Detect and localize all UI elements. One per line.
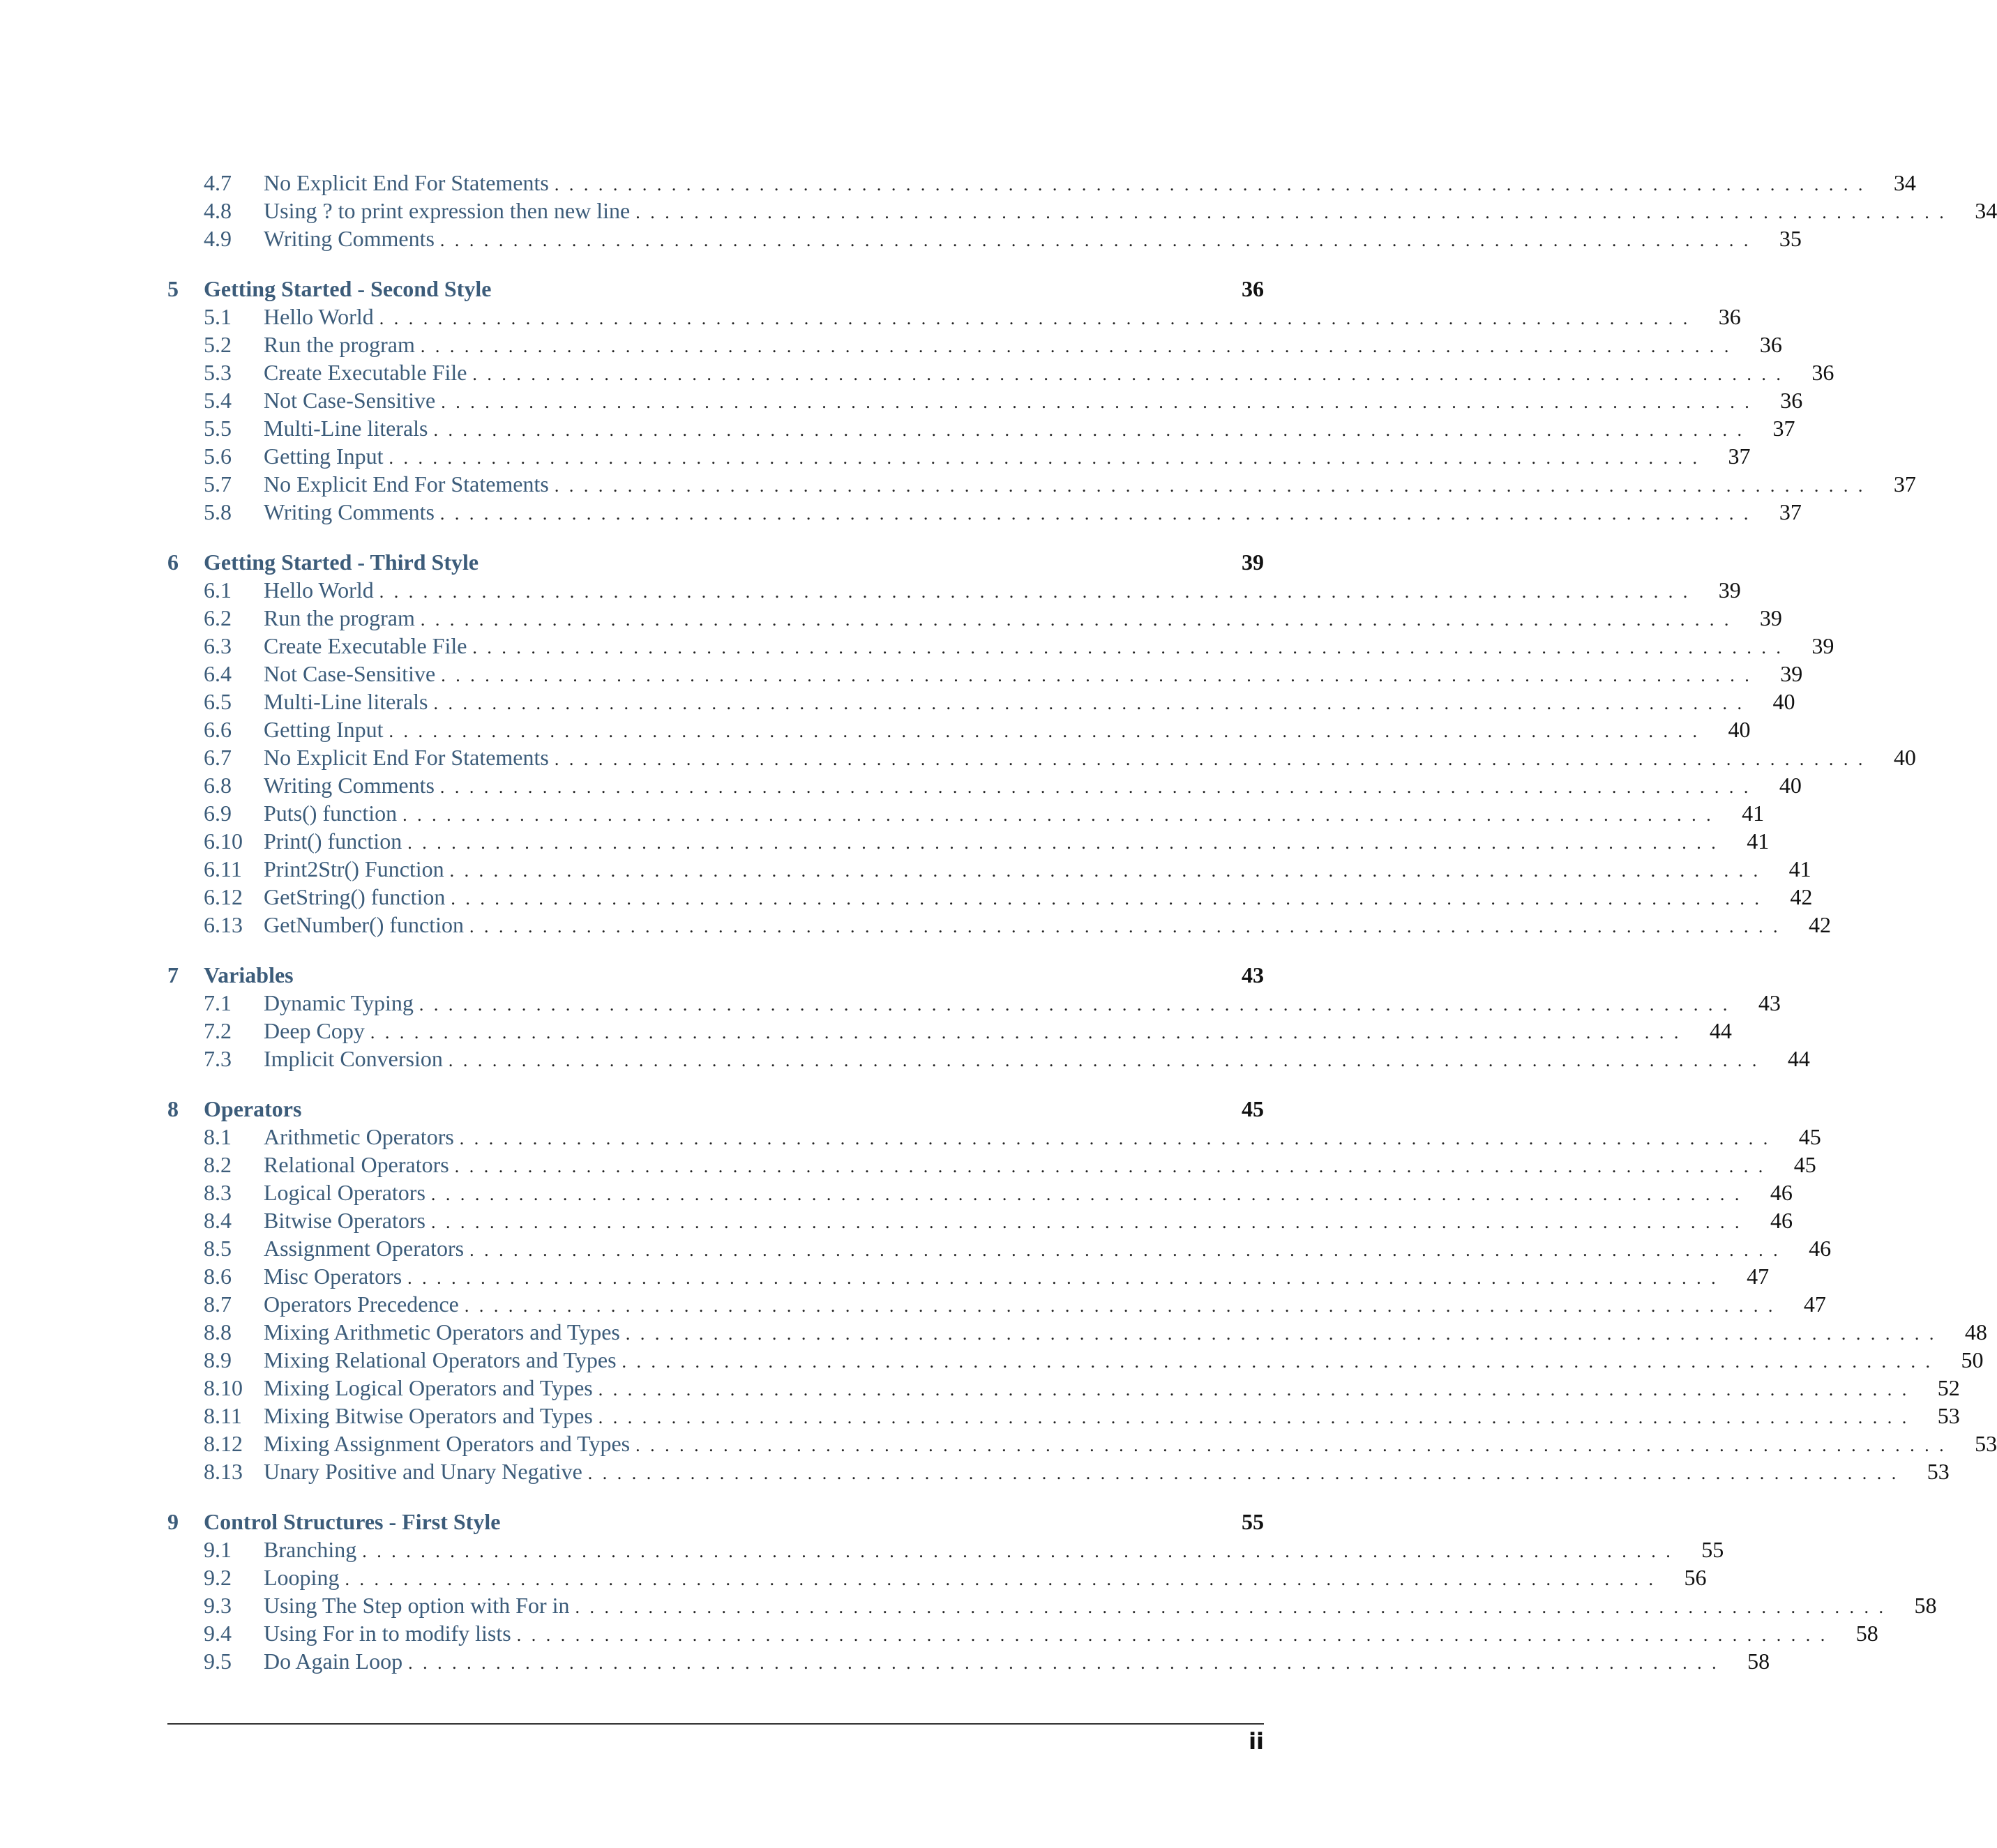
dot-leader: ..........................................................................................: [472, 364, 1791, 384]
section-number: 5.7: [204, 471, 232, 497]
section-page-number: 42: [1790, 884, 1813, 909]
toc-entry[interactable]: [167, 386, 1803, 414]
toc-entry[interactable]: [167, 855, 1811, 883]
toc-entry[interactable]: [167, 576, 1741, 604]
section-number: 8.6: [204, 1264, 232, 1289]
dot-leader: ..........................................................................................: [449, 861, 1768, 881]
toc-entry[interactable]: [167, 1457, 1950, 1485]
section-title-link[interactable]: Writing Comments: [264, 773, 435, 798]
toc-entry[interactable]: [167, 1206, 1793, 1234]
chapter-number: 8: [167, 1096, 179, 1121]
section-number: 5.3: [204, 360, 232, 385]
dot-leader: ..........................................................................................: [433, 420, 1752, 440]
dot-leader: ..........................................................................................: [469, 916, 1788, 937]
toc-entry[interactable]: [167, 1262, 1770, 1290]
section-number: 8.13: [204, 1459, 243, 1484]
dot-leader: ..........................................................................................: [587, 1463, 1906, 1483]
section-page-number: 36: [1780, 388, 1803, 413]
chapter-page-number: 55: [1242, 1509, 1264, 1534]
section-title-link[interactable]: Assignment Operators: [264, 1236, 465, 1261]
toc-entry[interactable]: [167, 303, 1741, 331]
toc-entry[interactable]: [167, 911, 1832, 939]
dot-leader: ..........................................................................................: [430, 1184, 1749, 1204]
section-title-link[interactable]: Deep Copy: [264, 1018, 365, 1043]
section-page-number: 34: [1893, 170, 1916, 195]
toc-chapter: [167, 169, 1997, 252]
toc-entry[interactable]: [167, 989, 1781, 1017]
dot-leader: ..........................................................................................: [379, 308, 1698, 328]
section-number: 7.3: [204, 1046, 232, 1071]
section-title-link[interactable]: Hello World: [264, 577, 374, 603]
chapter-page-number: 45: [1242, 1096, 1264, 1121]
dot-leader: ..........................................................................................: [635, 1435, 1954, 1455]
section-number: 8.10: [204, 1375, 243, 1400]
section-page-number: 58: [1747, 1649, 1770, 1674]
toc-entry[interactable]: [167, 1234, 1832, 1262]
section-number: 9.2: [204, 1565, 232, 1590]
section-number: 6.7: [204, 745, 232, 770]
chapter-page-number: 43: [1242, 962, 1264, 987]
chapter-page-number: 39: [1242, 550, 1264, 575]
section-page-number: 39: [1780, 661, 1803, 686]
toc-entry[interactable]: [167, 1591, 1937, 1619]
section-number: 4.7: [204, 170, 232, 195]
section-title-link[interactable]: Branching: [264, 1537, 357, 1562]
section-title-link[interactable]: No Explicit End For Statements: [264, 471, 549, 497]
section-number: 6.5: [204, 689, 232, 714]
section-page-number: 40: [1728, 717, 1751, 742]
section-page-number: 53: [1927, 1459, 1950, 1484]
section-number: 6.6: [204, 717, 232, 742]
toc-entry[interactable]: [167, 660, 1803, 688]
toc-chapter-heading[interactable]: [167, 1095, 1264, 1123]
section-number: 8.7: [204, 1292, 232, 1317]
toc-entry[interactable]: [167, 169, 1916, 197]
section-page-number: 58: [1914, 1593, 1937, 1618]
dot-leader: ..........................................................................................: [472, 637, 1791, 658]
dot-leader: ..........................................................................................: [635, 202, 1954, 222]
dot-leader: ..........................................................................................: [439, 230, 1758, 250]
section-title-link[interactable]: Multi-Line literals: [264, 689, 428, 714]
section-title-link[interactable]: Mixing Relational Operators and Types: [264, 1347, 617, 1372]
section-title-link[interactable]: Multi-Line literals: [264, 416, 428, 441]
dot-leader: ..........................................................................................: [598, 1379, 1917, 1400]
section-page-number: 41: [1742, 801, 1765, 826]
section-title-link[interactable]: Bitwise Operators: [264, 1208, 425, 1233]
section-page-number: 37: [1728, 444, 1751, 469]
section-title-link[interactable]: Print2Str() Function: [264, 856, 444, 881]
section-title-link[interactable]: Writing Comments: [264, 226, 435, 251]
section-page-number: 56: [1684, 1565, 1707, 1590]
toc-chapter-heading[interactable]: [167, 1508, 1264, 1536]
dot-leader: ..........................................................................................: [407, 833, 1726, 853]
toc-entry[interactable]: [167, 470, 1916, 498]
toc-entry[interactable]: [167, 1123, 1821, 1151]
dot-leader: ..........................................................................................: [420, 609, 1739, 630]
section-title-link[interactable]: Using The Step option with For in: [264, 1593, 570, 1618]
dot-leader: ..........................................................................................: [451, 888, 1770, 909]
dot-leader: ..........................................................................................: [464, 1296, 1783, 1316]
section-number: 7.2: [204, 1018, 232, 1043]
toc-entry[interactable]: [167, 197, 1997, 225]
dot-leader: ..........................................................................................: [554, 174, 1873, 195]
section-title-link[interactable]: Mixing Bitwise Operators and Types: [264, 1403, 593, 1428]
chapter-number: 5: [167, 276, 179, 301]
toc-entry[interactable]: [167, 1619, 1878, 1647]
section-page-number: 44: [1709, 1018, 1732, 1043]
dot-leader: ..........................................................................................: [389, 721, 1708, 741]
toc-chapter: [167, 548, 1916, 939]
toc-entry[interactable]: [167, 604, 1782, 632]
section-number: 5.2: [204, 332, 232, 357]
toc-entry[interactable]: [167, 358, 1834, 386]
section-page-number: 53: [1937, 1403, 1960, 1428]
section-page-number: 58: [1855, 1621, 1878, 1646]
section-page-number: 50: [1961, 1347, 1984, 1372]
section-number: 8.3: [204, 1180, 232, 1205]
section-title-link[interactable]: Relational Operators: [264, 1152, 449, 1177]
section-number: 8.1: [204, 1124, 232, 1149]
dot-leader: ..........................................................................................: [379, 582, 1698, 602]
section-title-link[interactable]: Getting Input: [264, 444, 384, 469]
section-title-link[interactable]: Hello World: [264, 304, 374, 329]
toc-entry[interactable]: [167, 1563, 1707, 1591]
section-number: 5.6: [204, 444, 232, 469]
toc-entry[interactable]: [167, 1430, 1997, 1457]
dot-leader: ..........................................................................................: [402, 805, 1721, 825]
toc-entry[interactable]: [167, 498, 1802, 526]
chapter-title-link[interactable]: Getting Started - Third Style: [204, 550, 479, 575]
chapter-page-number: 36: [1242, 276, 1264, 301]
section-page-number: 40: [1779, 773, 1802, 798]
section-title-link[interactable]: Do Again Loop: [264, 1649, 403, 1674]
dot-leader: ..........................................................................................: [598, 1407, 1917, 1427]
section-page-number: 55: [1701, 1537, 1724, 1562]
dot-leader: ..........................................................................................: [439, 503, 1758, 524]
section-title-link[interactable]: Logical Operators: [264, 1180, 425, 1205]
section-page-number: 48: [1964, 1319, 1987, 1345]
section-page-number: 37: [1893, 471, 1916, 497]
toc-entry[interactable]: [167, 331, 1782, 358]
section-title-link[interactable]: Not Case-Sensitive: [264, 388, 436, 413]
section-page-number: 41: [1747, 828, 1770, 854]
section-title-link[interactable]: Writing Comments: [264, 499, 435, 524]
toc-entry[interactable]: [167, 1151, 1816, 1179]
toc-entry[interactable]: [167, 1374, 1960, 1402]
section-title-link[interactable]: Dynamic Typing: [264, 990, 414, 1015]
toc-entry[interactable]: [167, 1290, 1826, 1318]
toc-chapter: [167, 1508, 1937, 1675]
section-page-number: 40: [1893, 745, 1916, 770]
toc-entry[interactable]: [167, 743, 1916, 771]
section-page-number: 43: [1758, 990, 1781, 1015]
section-number: 8.12: [204, 1431, 243, 1456]
section-title-link[interactable]: Mixing Assignment Operators and Types: [264, 1431, 631, 1456]
section-page-number: 40: [1772, 689, 1795, 714]
dot-leader: ..........................................................................................: [625, 1324, 1944, 1344]
section-title-link[interactable]: No Explicit End For Statements: [264, 170, 549, 195]
section-number: 6.1: [204, 577, 232, 603]
section-title-link[interactable]: Print() function: [264, 828, 402, 854]
chapter-title-link[interactable]: Getting Started - Second Style: [204, 276, 492, 301]
dot-leader: ..........................................................................................: [370, 1022, 1689, 1043]
section-number: 9.4: [204, 1621, 232, 1646]
section-page-number: 41: [1788, 856, 1811, 881]
section-title-link[interactable]: Unary Positive and Unary Negative: [264, 1459, 582, 1484]
section-page-number: 47: [1747, 1264, 1770, 1289]
toc-chapter: [167, 961, 1810, 1073]
section-number: 4.8: [204, 198, 232, 223]
toc-chapter-heading[interactable]: [167, 275, 1264, 303]
section-title-link[interactable]: Arithmetic Operators: [264, 1124, 454, 1149]
section-page-number: 36: [1718, 304, 1741, 329]
dot-leader: ..........................................................................................: [408, 1653, 1727, 1673]
section-title-link[interactable]: Misc Operators: [264, 1264, 402, 1289]
section-number: 5.4: [204, 388, 232, 413]
section-number: 8.11: [204, 1403, 242, 1428]
section-number: 6.4: [204, 661, 232, 686]
dot-leader: ..........................................................................................: [420, 336, 1739, 356]
toc-entry[interactable]: [167, 688, 1795, 715]
dot-leader: ..........................................................................................: [516, 1625, 1835, 1645]
toc-entry[interactable]: [167, 1017, 1732, 1045]
section-page-number: 46: [1809, 1236, 1832, 1261]
section-page-number: 36: [1759, 332, 1782, 357]
section-number: 6.2: [204, 605, 232, 630]
section-page-number: 52: [1937, 1375, 1960, 1400]
section-title-link[interactable]: Create Executable File: [264, 360, 467, 385]
section-title-link[interactable]: Not Case-Sensitive: [264, 661, 436, 686]
toc-entry[interactable]: [167, 799, 1765, 827]
toc-entry[interactable]: [167, 1179, 1793, 1206]
toc-entry[interactable]: [167, 1647, 1770, 1675]
dot-leader: ..........................................................................................: [454, 1156, 1773, 1176]
section-title-link[interactable]: Run the program: [264, 605, 415, 630]
section-page-number: 42: [1809, 912, 1832, 937]
section-number: 6.8: [204, 773, 232, 798]
dot-leader: ..........................................................................................: [389, 448, 1708, 468]
dot-leader: ..........................................................................................: [430, 1212, 1749, 1232]
section-page-number: 44: [1787, 1046, 1810, 1071]
section-title-link[interactable]: Mixing Arithmetic Operators and Types: [264, 1319, 620, 1345]
section-title-link[interactable]: Getting Input: [264, 717, 384, 742]
dot-leader: ..........................................................................................: [439, 777, 1758, 797]
toc-entry[interactable]: [167, 1045, 1810, 1073]
section-number: 8.5: [204, 1236, 232, 1261]
section-title-link[interactable]: No Explicit End For Statements: [264, 745, 549, 770]
section-page-number: 46: [1770, 1208, 1793, 1233]
page-number: ii: [1249, 1728, 1264, 1755]
table-of-contents: [167, 169, 1997, 1697]
section-page-number: 35: [1779, 226, 1802, 251]
toc-entry[interactable]: [167, 225, 1802, 252]
section-page-number: 39: [1718, 577, 1741, 603]
toc-entry[interactable]: [167, 1402, 1960, 1430]
dot-leader: ..........................................................................................: [345, 1569, 1664, 1589]
dot-leader: ..........................................................................................: [362, 1541, 1681, 1561]
section-title-link[interactable]: Looping: [264, 1565, 340, 1590]
toc-chapter: [167, 1095, 1997, 1485]
section-number: 6.3: [204, 633, 232, 658]
section-page-number: 53: [1975, 1431, 1997, 1456]
section-page-number: 45: [1798, 1124, 1821, 1149]
toc-entry[interactable]: [167, 1318, 1987, 1346]
dot-leader: ..........................................................................................: [554, 749, 1873, 769]
section-title-link[interactable]: Puts() function: [264, 801, 398, 826]
section-title-link[interactable]: Create Executable File: [264, 633, 467, 658]
section-number: 4.9: [204, 226, 232, 251]
dot-leader: ..........................................................................................: [554, 476, 1873, 496]
section-page-number: 37: [1772, 416, 1795, 441]
dot-leader: ..........................................................................................: [469, 1240, 1788, 1260]
toc-chapter-heading[interactable]: [167, 548, 1264, 576]
section-number: 8.4: [204, 1208, 232, 1233]
dot-leader: ..........................................................................................: [441, 392, 1760, 412]
section-number: 8.9: [204, 1347, 232, 1372]
section-title-link[interactable]: GetString() function: [264, 884, 446, 909]
section-page-number: 45: [1793, 1152, 1816, 1177]
section-page-number: 34: [1975, 198, 1997, 223]
dot-leader: ..........................................................................................: [621, 1351, 1941, 1372]
section-number: 6.10: [204, 828, 243, 854]
section-number: 6.11: [204, 856, 242, 881]
toc-entry[interactable]: [167, 1536, 1724, 1563]
dot-leader: ..........................................................................................: [433, 693, 1752, 713]
section-page-number: 39: [1759, 605, 1782, 630]
chapter-number: 7: [167, 962, 179, 987]
section-number: 9.5: [204, 1649, 232, 1674]
chapter-title-link[interactable]: Operators: [204, 1096, 302, 1121]
section-number: 8.8: [204, 1319, 232, 1345]
section-number: 5.1: [204, 304, 232, 329]
chapter-number: 9: [167, 1509, 179, 1534]
section-title-link[interactable]: Mixing Logical Operators and Types: [264, 1375, 593, 1400]
section-number: 9.3: [204, 1593, 232, 1618]
toc-entry[interactable]: [167, 442, 1751, 470]
chapter-number: 6: [167, 550, 179, 575]
toc-entry[interactable]: [167, 715, 1751, 743]
dot-leader: ..........................................................................................: [459, 1128, 1778, 1149]
chapter-title-link[interactable]: Control Structures - First Style: [204, 1509, 501, 1534]
section-title-link[interactable]: Operators Precedence: [264, 1292, 459, 1317]
dot-leader: ..........................................................................................: [407, 1268, 1726, 1288]
section-page-number: 46: [1770, 1180, 1793, 1205]
section-number: 9.1: [204, 1537, 232, 1562]
section-page-number: 37: [1779, 499, 1802, 524]
dot-leader: ..........................................................................................: [575, 1597, 1894, 1617]
section-title-link[interactable]: Using For in to modify lists: [264, 1621, 511, 1646]
footer-rule: [167, 1723, 1264, 1725]
section-title-link[interactable]: GetNumber() function: [264, 912, 465, 937]
toc-entry[interactable]: [167, 414, 1795, 442]
section-number: 8.2: [204, 1152, 232, 1177]
section-number: 7.1: [204, 990, 232, 1015]
toc-entry[interactable]: [167, 771, 1802, 799]
section-page-number: 47: [1803, 1292, 1826, 1317]
toc-chapter-heading[interactable]: [167, 961, 1264, 989]
chapter-title-link[interactable]: Variables: [204, 962, 294, 987]
section-title-link[interactable]: Using ? to print expression then new line: [264, 198, 631, 223]
dot-leader: ..........................................................................................: [448, 1050, 1767, 1070]
section-number: 5.8: [204, 499, 232, 524]
dot-leader: ..........................................................................................: [441, 665, 1760, 686]
toc-chapter: [167, 275, 1916, 526]
toc-entry[interactable]: [167, 827, 1770, 855]
section-title-link[interactable]: Run the program: [264, 332, 415, 357]
section-number: 6.12: [204, 884, 243, 909]
section-page-number: 36: [1811, 360, 1834, 385]
section-number: 6.9: [204, 801, 232, 826]
dot-leader: ..........................................................................................: [419, 994, 1738, 1015]
toc-entry[interactable]: [167, 883, 1813, 911]
toc-entry[interactable]: [167, 632, 1834, 660]
section-title-link[interactable]: Implicit Conversion: [264, 1046, 443, 1071]
section-number: 6.13: [204, 912, 243, 937]
section-number: 5.5: [204, 416, 232, 441]
section-page-number: 39: [1811, 633, 1834, 658]
toc-entry[interactable]: [167, 1346, 1984, 1374]
